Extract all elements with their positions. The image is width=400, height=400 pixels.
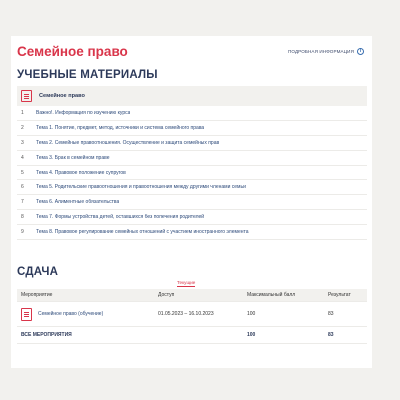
total-label: ВСЕ МЕРОПРИЯТИЯ [21, 332, 72, 338]
total-row [17, 327, 367, 344]
material-number: 6 [21, 184, 24, 191]
material-link[interactable]: Тема 6. Алиментные обязательства [36, 199, 120, 206]
material-number: 3 [21, 139, 24, 146]
material-link[interactable]: Тема 5. Родительские правоотношения и правоотношения между другими членами семьи [36, 184, 246, 191]
material-link[interactable]: Тема 4. Правовое положение супругов [36, 169, 126, 176]
materials-header-label: Семейное право [39, 93, 85, 99]
material-item[interactable] [17, 121, 367, 136]
total-result: 83 [328, 332, 334, 338]
total-max-score: 100 [247, 332, 256, 338]
event-cell [17, 308, 158, 321]
material-item[interactable] [17, 166, 367, 181]
more-info-link[interactable] [288, 48, 364, 55]
document-icon [21, 90, 32, 102]
material-item[interactable] [17, 180, 367, 195]
tab-current[interactable]: Текущие [177, 280, 196, 285]
column-access: Доступ [158, 292, 175, 298]
column-max-score: Максимальный балл [247, 292, 296, 298]
material-item[interactable] [17, 136, 367, 151]
course-title: Семейное право [17, 44, 128, 59]
material-link[interactable]: Тема 2. Семейные правоотношения. Осуществление и защита семейных прав [36, 139, 220, 146]
column-event: Мероприятие [21, 292, 53, 298]
materials-list [17, 86, 367, 240]
more-info-label: ПОДРОБНАЯ ИНФОРМАЦИЯ [287, 49, 354, 54]
access-cell: 01.05.2023 – 16.10.2023 [158, 311, 214, 317]
info-icon: i [357, 48, 364, 55]
material-number: 5 [21, 169, 24, 176]
column-result: Результат [328, 292, 351, 298]
material-link[interactable]: Тема 3. Брак в семейном праве [36, 154, 110, 161]
material-link[interactable]: Тема 1. Понятие, предмет, метод, источники и система семейного права [36, 124, 205, 131]
material-item[interactable] [17, 195, 367, 210]
grades-table [17, 289, 367, 344]
material-number: 2 [21, 124, 24, 131]
course-page [11, 36, 372, 368]
material-item[interactable] [17, 151, 367, 166]
material-number: 9 [21, 229, 24, 236]
material-link[interactable]: Тема 7. Формы устройства детей, оставшихся без попечения родителей [36, 214, 205, 221]
grading-section-title: СДАЧА [17, 266, 59, 278]
table-row[interactable] [17, 302, 367, 327]
result-cell: 83 [328, 311, 334, 317]
material-number: 4 [21, 154, 24, 161]
material-number: 1 [21, 109, 24, 116]
document-icon [21, 308, 32, 321]
material-number: 8 [21, 214, 24, 221]
material-link[interactable]: Важно!. Информация по изучению курса [36, 109, 131, 116]
max-score-cell: 100 [247, 311, 256, 317]
material-number: 7 [21, 199, 24, 206]
material-item[interactable] [17, 210, 367, 225]
material-item[interactable] [17, 106, 367, 121]
grades-header-row [17, 289, 367, 302]
materials-section-title: УЧЕБНЫЕ МАТЕРИАЛЫ [17, 69, 158, 81]
event-link[interactable]: Семейное право (обучение) [38, 311, 104, 317]
material-item[interactable] [17, 225, 367, 240]
material-link[interactable]: Тема 8. Правовое регулирование семейных отношений с участием иностранного элемента [36, 229, 249, 236]
materials-header[interactable] [17, 86, 367, 106]
